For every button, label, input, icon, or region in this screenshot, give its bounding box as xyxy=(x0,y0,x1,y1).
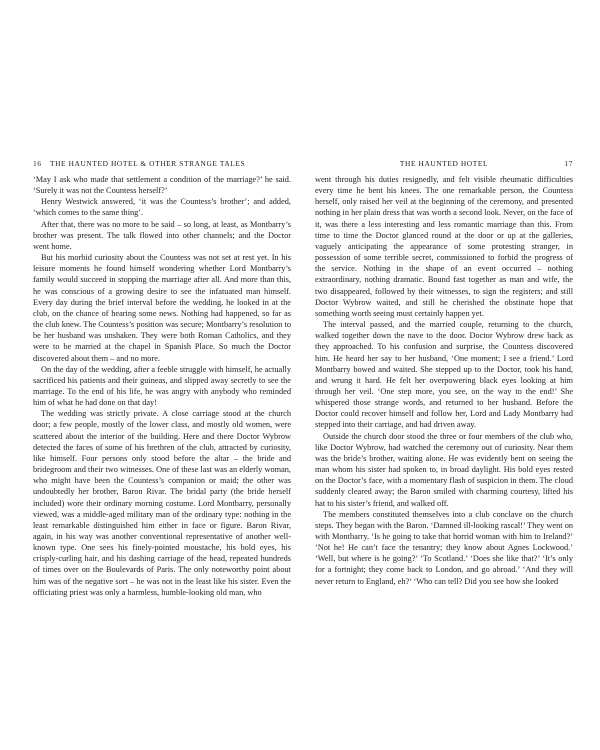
left-running-header xyxy=(33,158,291,170)
paragraph: After that, there was no more to be said – so long, at least, as Montbarry’s brother was present. The talk flowed into other channels; and the Doctor went home. xyxy=(33,219,291,251)
left-page xyxy=(33,158,291,598)
right-page xyxy=(315,158,573,587)
paragraph: went through his duties resignedly, and felt visible rheumatic difficulties every time he bent his knees. The one remarkable person, the Countess herself, only raised her veil at the beginning of the ceremony, and presented nothing in her plain dress that was worth a second look. Never, on the face of it, was there a less interesting and less romantic marriage than this. From time to time the Doctor glanced round at the door or up at the galleries, vaguely anticipating the appearance of some protesting stranger, in possession of some terrible secret, commissioned to forbid the progress of the service. Nothing in the shape of an event occurred – nothing extraordinary, nothing dramatic. Bound fast together as man and wife, the two disappeared, followed by their witnesses, to sign the registers; and still Doctor Wybrow waited, and still he cherished the obstinate hope that something worth seeing must certainly happen yet. xyxy=(315,175,573,318)
paragraph: But his morbid curiosity about the Countess was not set at rest yet. In his leisure moments he found himself wondering whether Lord Montbarry’s family would succeed in stopping the marriage after all. And more than this, he was conscious of a growing desire to see the infatuated man himself. Every day during the brief interval before the wedding, he looked in at the club, on the chance of hearing some news. Nothing had happened, so far as the club knew. The Countess’s position was secure; Montbarry’s resolution to be her husband was unshaken. They were both Roman Catholics, and they were to be married at the chapel in Spanish Place. So much the Doctor discovered about them – and no more. xyxy=(33,253,291,363)
right-running-header xyxy=(315,158,573,170)
running-head-right: THE HAUNTED HOTEL xyxy=(399,159,489,168)
paragraph: Henry Westwick answered, ‘it was the Countess’s brother’; and added, ‘which comes to the same thing’. xyxy=(33,197,291,218)
paragraph: ‘May I ask who made that settlement a condition of the marriage?’ he said. ‘Surely it was not the Countess herself?’ xyxy=(33,175,291,196)
paragraph: On the day of the wedding, after a feeble struggle with himself, he actually sacrificed his patients and their guineas, and slipped away secretly to see the marriage. To the end of his life, he was angry with anybody who reminded him of what he had done on that day! xyxy=(33,364,291,408)
page-number-right: 17 xyxy=(564,159,573,168)
running-head-left: THE HAUNTED HOTEL & OTHER STRANGE TALES xyxy=(50,159,246,168)
paragraph: The interval passed, and the married couple, returning to the church, walked together down the nave to the door. Doctor Wybrow drew back as they approached. To his confusion and surprise, the Countess discovered him. He heard her say to her husband, ‘One moment; I see a friend.’ Lord Montbarry bowed and waited. She stepped up to the Doctor, took his hand, and wrung it hard. He felt her overpowering black eyes looking at him through her veil. ‘One step more, you see, on the way to the end!’ She whispered those strange words, and returned to her husband. Before the Doctor could recover himself and follow her, Lord and Lady Montbarry had stepped into their carriage, and had driven away. xyxy=(315,320,573,430)
paragraph: Outside the church door stood the three or four members of the club who, like Doctor Wybrow, had watched the ceremony out of curiosity. Near them was the bride’s brother, waiting alone. He was evidently bent on seeing the man whom his sister had spoken to, in broad daylight. His bold eyes rested on the Doctor’s face, with a momentary flash of suspicion in them. The cloud suddenly cleared away; the Baron smiled with charming courtesy, lifted his hat to his sister’s friend, and walked off. xyxy=(315,431,573,508)
paragraph: The members constituted themselves into a club conclave on the church steps. They began with the Baron. ‘Damned ill-looking rascal!’ They went on with Montbarry. ‘Is he going to take that horrid woman with him to Ireland?’ ‘Not he! He can’t face the tenantry; they know about Agnes Lockwood.’ ‘Well, but where is he going?’ ‘To Scotland.’ ‘Does she like that?’ ‘It’s only for a fortnight; they come back to London, and go abroad.’ ‘And they will never return to England, eh?’ ‘Who can tell? Did you see how she looked xyxy=(315,509,573,586)
page-number-left: 16 xyxy=(33,159,42,168)
paragraph: The wedding was strictly private. A close carriage stood at the church door; a few people, mostly of the lower class, and mostly old women, were scattered about the interior of the building. Here and there Doctor Wybrow detected the faces of some of his brethren of the club, attracted by curiosity, like himself. Four persons only stood before the altar – the bride and bridegroom and their two witnesses. One of these last was an elderly woman, who might have been the Countess’s companion or maid; the other was undoubtedly her brother, Baron Rivar. The bridal party (the bride herself included) wore their ordinary morning costume. Lord Montbarry, personally viewed, was a middle-aged military man of the ordinary type: nothing in the least remarkable distinguished him either in face or figure. Baron Rivar, again, in his way was another conventional representative of another well-known type. One sees his finely-pointed moustache, his bold eyes, his crisply-curling hair, and his dashing carriage of the head, repeated hundreds of times over on the Boulevards of Paris. The only noteworthy point about him was of the negative sort – he was not in the least like his sister. Even the officiating priest was only a harmless, humble-looking old man, who xyxy=(33,409,291,597)
